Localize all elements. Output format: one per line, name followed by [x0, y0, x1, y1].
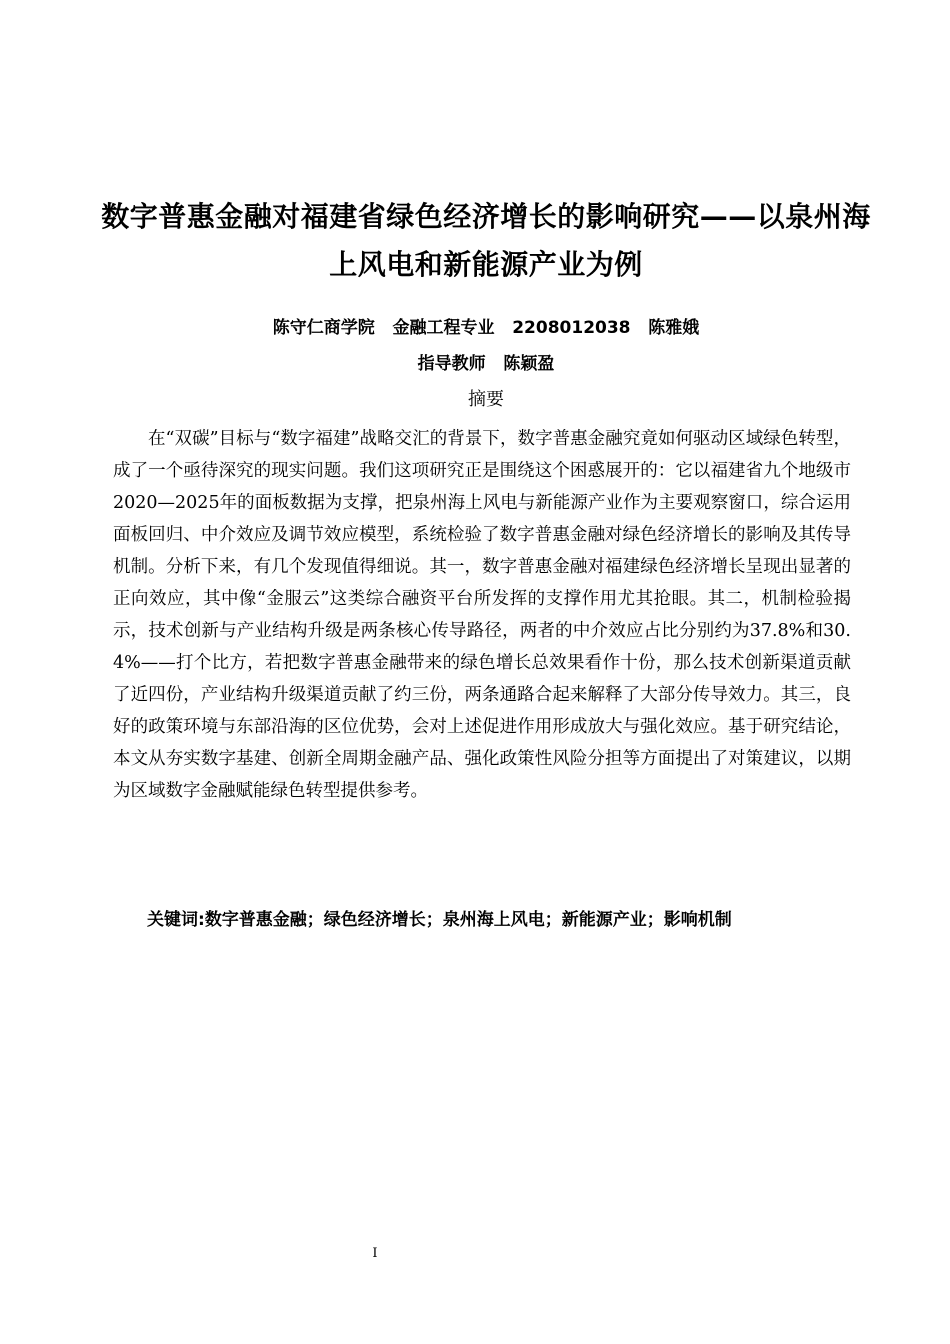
- abstract-heading: 摘要: [468, 389, 504, 410]
- keywords-line: [113, 906, 851, 934]
- page-number: I: [372, 1246, 378, 1261]
- abstract-body: 在“双碳”目标与“数字福建”战略交汇的背景下，数字普惠金融究竟如何驱动区域绿色转型，成了一个亟待深究的现实问题。我们这项研究正是围绕这个困惑展开的：它以福建省九个地级市2020—2025年的面板数据为支撑，把泉州海上风电与新能源产业作为主要观察窗口，综合运用面板回归、中介效应及调节效应模型，系统检验了数字普惠金融对绿色经济增长的影响及其传导机制。分析下来，有几个发现值得细说。其一，数字普惠金融对福建绿色经济增长呈现出显著的正向效应，其中像“金服云”这类综合融资平台所发挥的支撑作用尤其抢眼。其二，机制检验揭示，技术创新与产业结构升级是两条核心传导路径，两者的中介效应占比分别约为37.8%和30.4%——打个比方，若把数字普惠金融带来的绿色增长总效果看作十份，那么技术创新渠道贡献了近四份，产业结构升级渠道贡献了约三份，两条通路合起来解释了大部分传导效力。其三，良好的政策环境与东部沿海的区位优势，会对上述促进作用形成放大与强化效应。基于研究结论，本文从夯实数字基建、创新全周期金融产品、强化政策性风险分担等方面提出了对策建议，以期为区域数字金融赋能绿色转型提供参考。: [113, 429, 851, 801]
- advisor-info: 指导教师 陈颖盈: [417, 354, 555, 374]
- paper-title: 数字普惠金融对福建省绿色经济增长的影响研究——以泉州海上风电和新能源产业为例: [101, 200, 871, 281]
- keywords-text: 数字普惠金融；绿色经济增长；泉州海上风电；新能源产业；影响机制: [204, 910, 732, 930]
- author-info: 陈守仁商学院 金融工程专业 2208012038 陈雅娥: [272, 318, 700, 338]
- keywords-label: 关键词:: [147, 910, 205, 930]
